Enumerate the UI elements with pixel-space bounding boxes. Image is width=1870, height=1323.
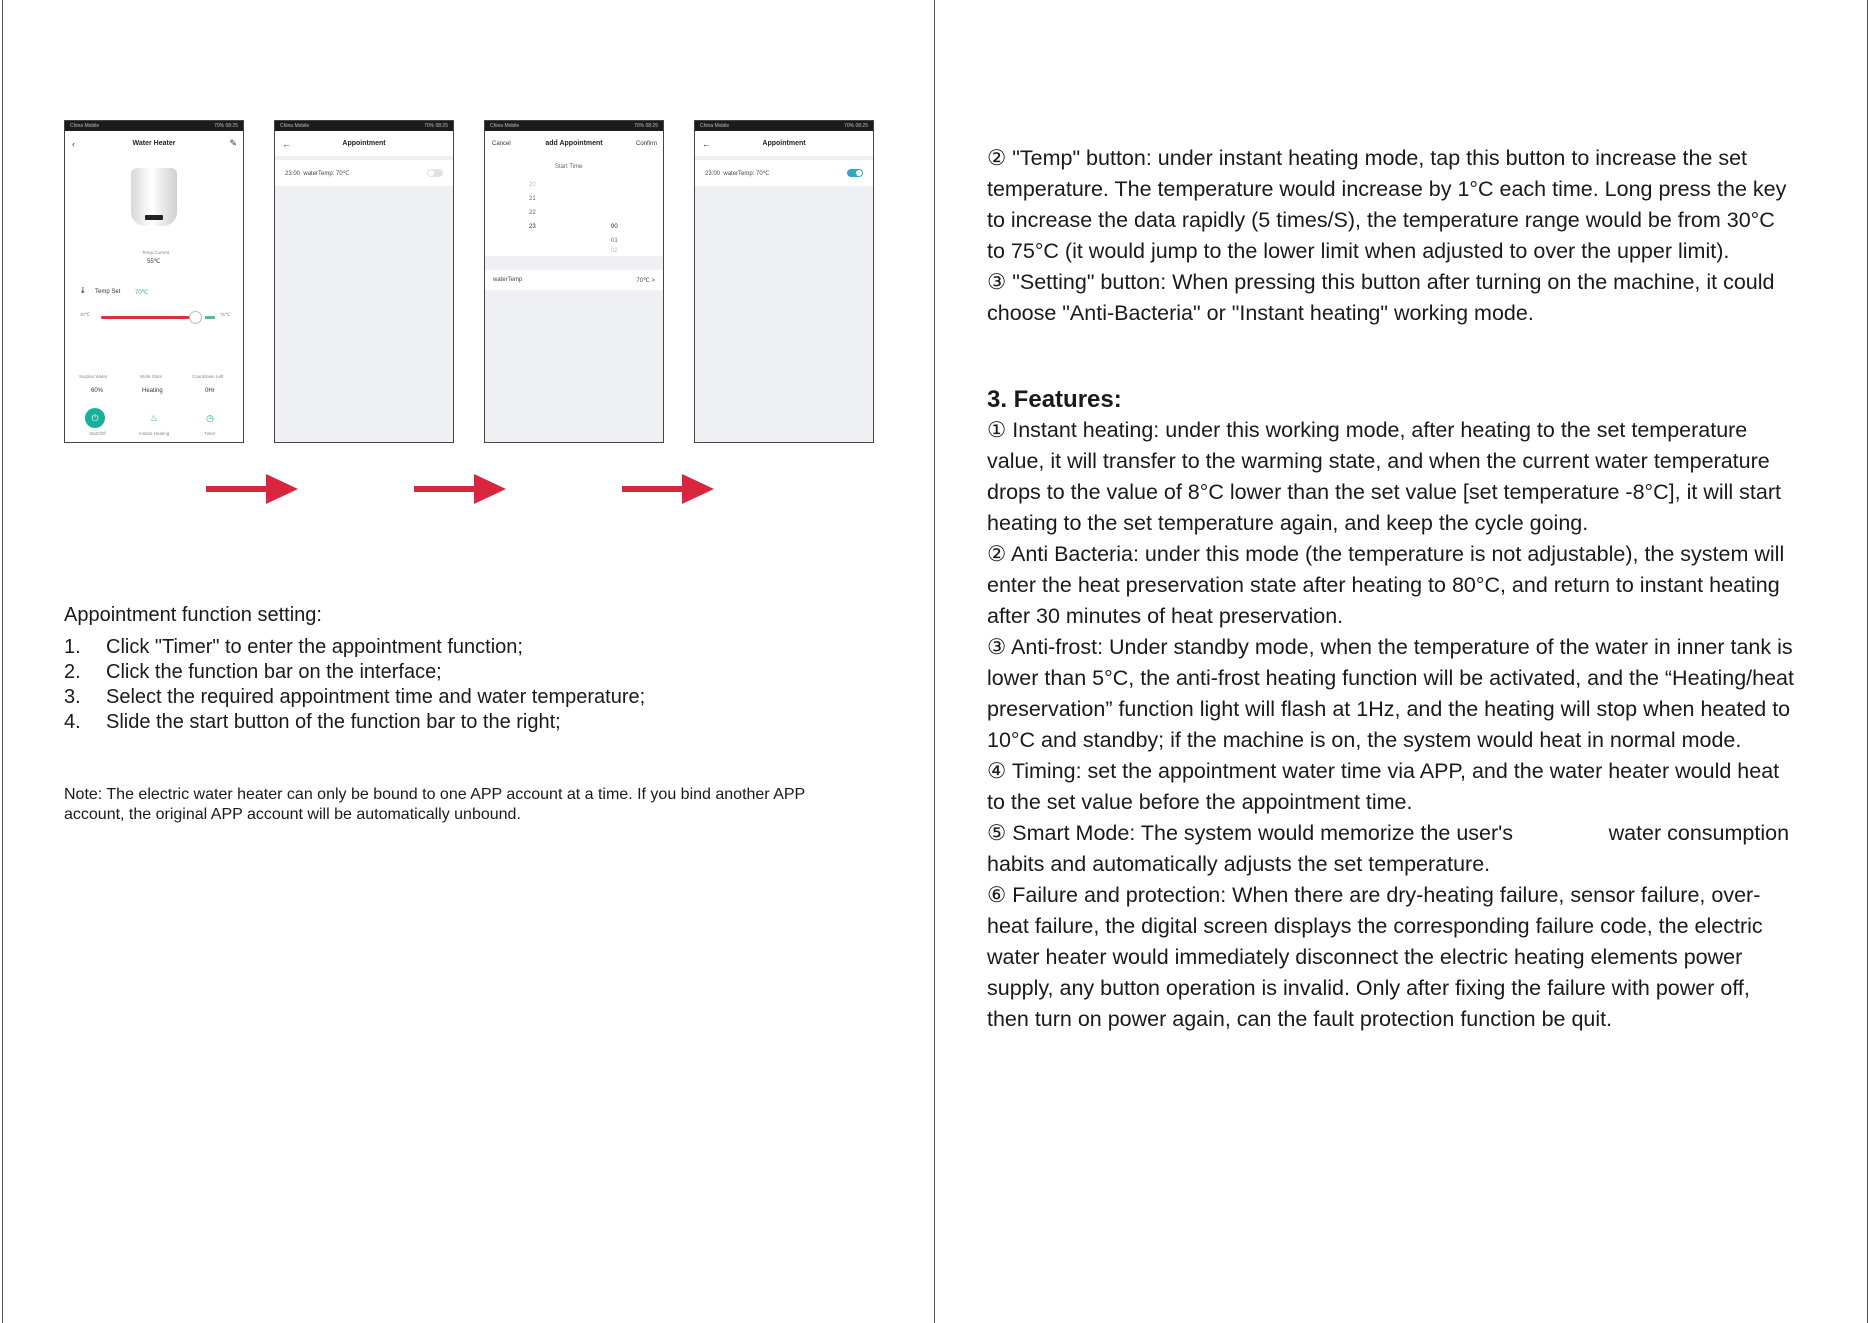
feature-instant-heating: ① Instant heating: under this working mode, after heating to the set temperature value, it will transfer to the warming state, and when the current water temperature drops to the value of 8°C lower than the set value [set temperature -8°C], it will start heating to the set temperature again, and keep the cycle going. — [987, 418, 1781, 535]
temp-set-value: 70℃ — [135, 290, 149, 296]
thermometer-icon: 🌡 — [79, 288, 87, 294]
stat-value-work: Heating — [142, 388, 163, 394]
hour-option[interactable]: 21 — [529, 196, 536, 202]
minute-option-selected[interactable]: 00 — [611, 224, 618, 230]
step-item: 2. Click the function bar on the interface; — [64, 661, 442, 683]
appointment-toggle-off[interactable] — [427, 169, 443, 177]
temp-current-label: Temp Current — [142, 250, 170, 255]
nav-bar — [65, 131, 243, 156]
screen-title: Water Heater — [132, 140, 176, 147]
water-temp-row[interactable] — [485, 270, 663, 290]
status-bar — [695, 121, 873, 131]
nav-bar — [275, 131, 453, 156]
temp-current-value: 55℃ — [147, 259, 161, 265]
nav-bar — [485, 131, 663, 156]
power-label: Start/Off — [89, 431, 106, 436]
battery-time: 70% 08:25 — [844, 123, 868, 129]
binding-note: Note: The electric water heater can only be bound to one APP account at a time. If you bind another APP account, the original APP account will be automatically unbound. — [64, 786, 805, 823]
confirm-button[interactable]: Confirm — [635, 140, 657, 147]
appointment-temp: waterTemp: 70℃ — [723, 170, 770, 177]
page-divider — [934, 0, 935, 1323]
screen-title: Appointment — [342, 140, 386, 147]
water-temp-value: 70℃ > — [636, 277, 655, 284]
status-bar — [485, 121, 663, 131]
timer-label: Timer — [204, 431, 216, 436]
arrow-right-icon — [414, 474, 506, 504]
feature-anti-bacteria: ② Anti Bacteria: under this mode (the temperature is not adjustable), the system will enter the heat preservation state after heating to 80°C, and return to instant heating after 30 minutes of heat preservation. — [987, 542, 1785, 628]
carrier-label: China Mobile — [700, 123, 730, 129]
time-picker[interactable] — [485, 156, 663, 256]
appointment-time: 23:00 — [285, 170, 301, 177]
edit-icon[interactable]: ✎ — [229, 138, 237, 148]
step-item: 3. Select the required appointment time and water temperature; — [64, 686, 646, 708]
appointment-steps — [64, 635, 645, 735]
battery-time: 70% 08:25 — [214, 123, 238, 129]
hour-option[interactable]: 22 — [529, 210, 536, 216]
features-heading: 3. Features: — [987, 386, 1122, 413]
temp-button-text: ② "Temp" button: under instant heating mode, tap this button to increase the set temperature. The temperature would increase by 1°C each time. Long press the key to increase the data rapidly (5 times/S), the temperature range would be from 30°C to 75°C (it would jump to the lower limit when adjusted to over the upper limit). — [987, 146, 1787, 263]
screen-title: Appointment — [762, 140, 806, 147]
carrier-label: China Mobile — [280, 123, 310, 129]
stat-value-countdown: 0Hr — [205, 388, 215, 394]
cancel-button[interactable]: Cancel — [492, 140, 511, 147]
appointment-heading: Appointment function setting: — [64, 604, 322, 626]
phone-screen-add-appointment — [484, 120, 664, 443]
step-item: 4. Slide the start button of the function bar to the right; — [64, 711, 561, 733]
setting-button-text: ③ "Setting" button: When pressing this button after turning on the machine, it could choose "Anti-Bacteria" or "Instant heating" working mode. — [987, 270, 1775, 325]
temp-slider-track[interactable] — [101, 316, 193, 319]
temp-slider-rest — [205, 316, 215, 319]
arrow-right-icon — [622, 474, 714, 504]
range-min: 30℃ — [80, 312, 91, 317]
carrier-label: China Mobile — [490, 123, 520, 129]
phone-screen-water-heater — [64, 120, 244, 443]
heater-panel — [65, 156, 243, 442]
stat-label-surplus: Surplus Water — [79, 374, 108, 379]
appointment-toggle-on[interactable] — [847, 169, 863, 177]
feature-timing: ④ Timing: set the appointment water time via APP, and the water heater would heat to the set value before the appointment time. — [987, 759, 1780, 814]
instant-heating-label: Instant Heating — [139, 431, 170, 436]
back-arrow-icon[interactable]: ← — [282, 138, 291, 149]
appointment-row[interactable] — [695, 160, 873, 186]
feature-anti-frost: ③ Anti-frost: Under standby mode, when the temperature of the water in inner tank is lower than 5°C, the anti-frost heating function will be activated, and the “Heating/heat preservation” function light will flash at 1Hz, and the heating will stop when heated to 10°C and standby; if the machine is on, the system would heat in normal mode. — [987, 635, 1794, 752]
arrow-right-icon — [206, 474, 298, 504]
temp-set-label: Temp Set — [95, 289, 121, 295]
page-border-right — [1867, 0, 1868, 1323]
status-bar — [275, 121, 453, 131]
start-time-label: Start Time — [555, 164, 583, 170]
page-border-left — [2, 0, 3, 1323]
hour-option[interactable]: 20 — [529, 182, 536, 188]
stat-value-surplus: 60% — [91, 388, 104, 394]
button-descriptions — [987, 143, 1797, 329]
appointment-row[interactable] — [275, 160, 453, 186]
feature-failure-protection: ⑥ Failure and protection: When there are dry-heating failure, sensor failure, over-heat failure, the digital screen displays the corresponding failure code, the electric water heater would immediately disconnect the electric heating elements power supply, any button operation is invalid. Only after fixing the failure with power off, then turn on power again, can the fault protection function be quit. — [987, 883, 1763, 1031]
back-icon[interactable]: ‹ — [72, 138, 75, 149]
battery-time: 70% 08:25 — [424, 123, 448, 129]
feature-smart-mode: ⑤ Smart Mode: The system would memorize the user's water consumption habits and automatically adjusts the set temperature. — [987, 821, 1796, 876]
appointment-time: 23:00 — [705, 170, 721, 177]
timer-button[interactable]: ◷ — [206, 412, 214, 423]
hour-option-selected[interactable]: 23 — [529, 224, 536, 230]
phone-screen-appointment-list — [274, 120, 454, 443]
battery-time: 70% 08:25 — [634, 123, 658, 129]
water-heater-image — [131, 168, 177, 226]
status-bar — [65, 121, 243, 131]
stat-label-countdown: Countdown Left — [192, 374, 224, 379]
back-arrow-icon[interactable]: ← — [702, 138, 711, 149]
range-max: 75℃ — [220, 312, 231, 317]
features-section — [987, 384, 1797, 1035]
step-item: 1. Click "Timer" to enter the appointment function; — [64, 636, 523, 658]
temp-slider-knob[interactable] — [189, 311, 202, 324]
nav-bar — [695, 131, 873, 156]
minute-option[interactable]: 02 — [611, 248, 618, 254]
power-button[interactable]: ⏻ — [85, 408, 105, 428]
instant-heating-button[interactable]: ♨ — [149, 412, 159, 423]
carrier-label: China Mobile — [70, 123, 100, 129]
minute-option[interactable]: 01 — [611, 238, 618, 244]
appointment-temp: waterTemp: 70℃ — [303, 170, 350, 177]
screen-title: add Appointment — [545, 140, 603, 147]
phone-screen-appointment-enabled — [694, 120, 874, 443]
water-temp-label: waterTemp — [493, 277, 523, 283]
stat-label-work: Work Stats — [140, 374, 162, 379]
